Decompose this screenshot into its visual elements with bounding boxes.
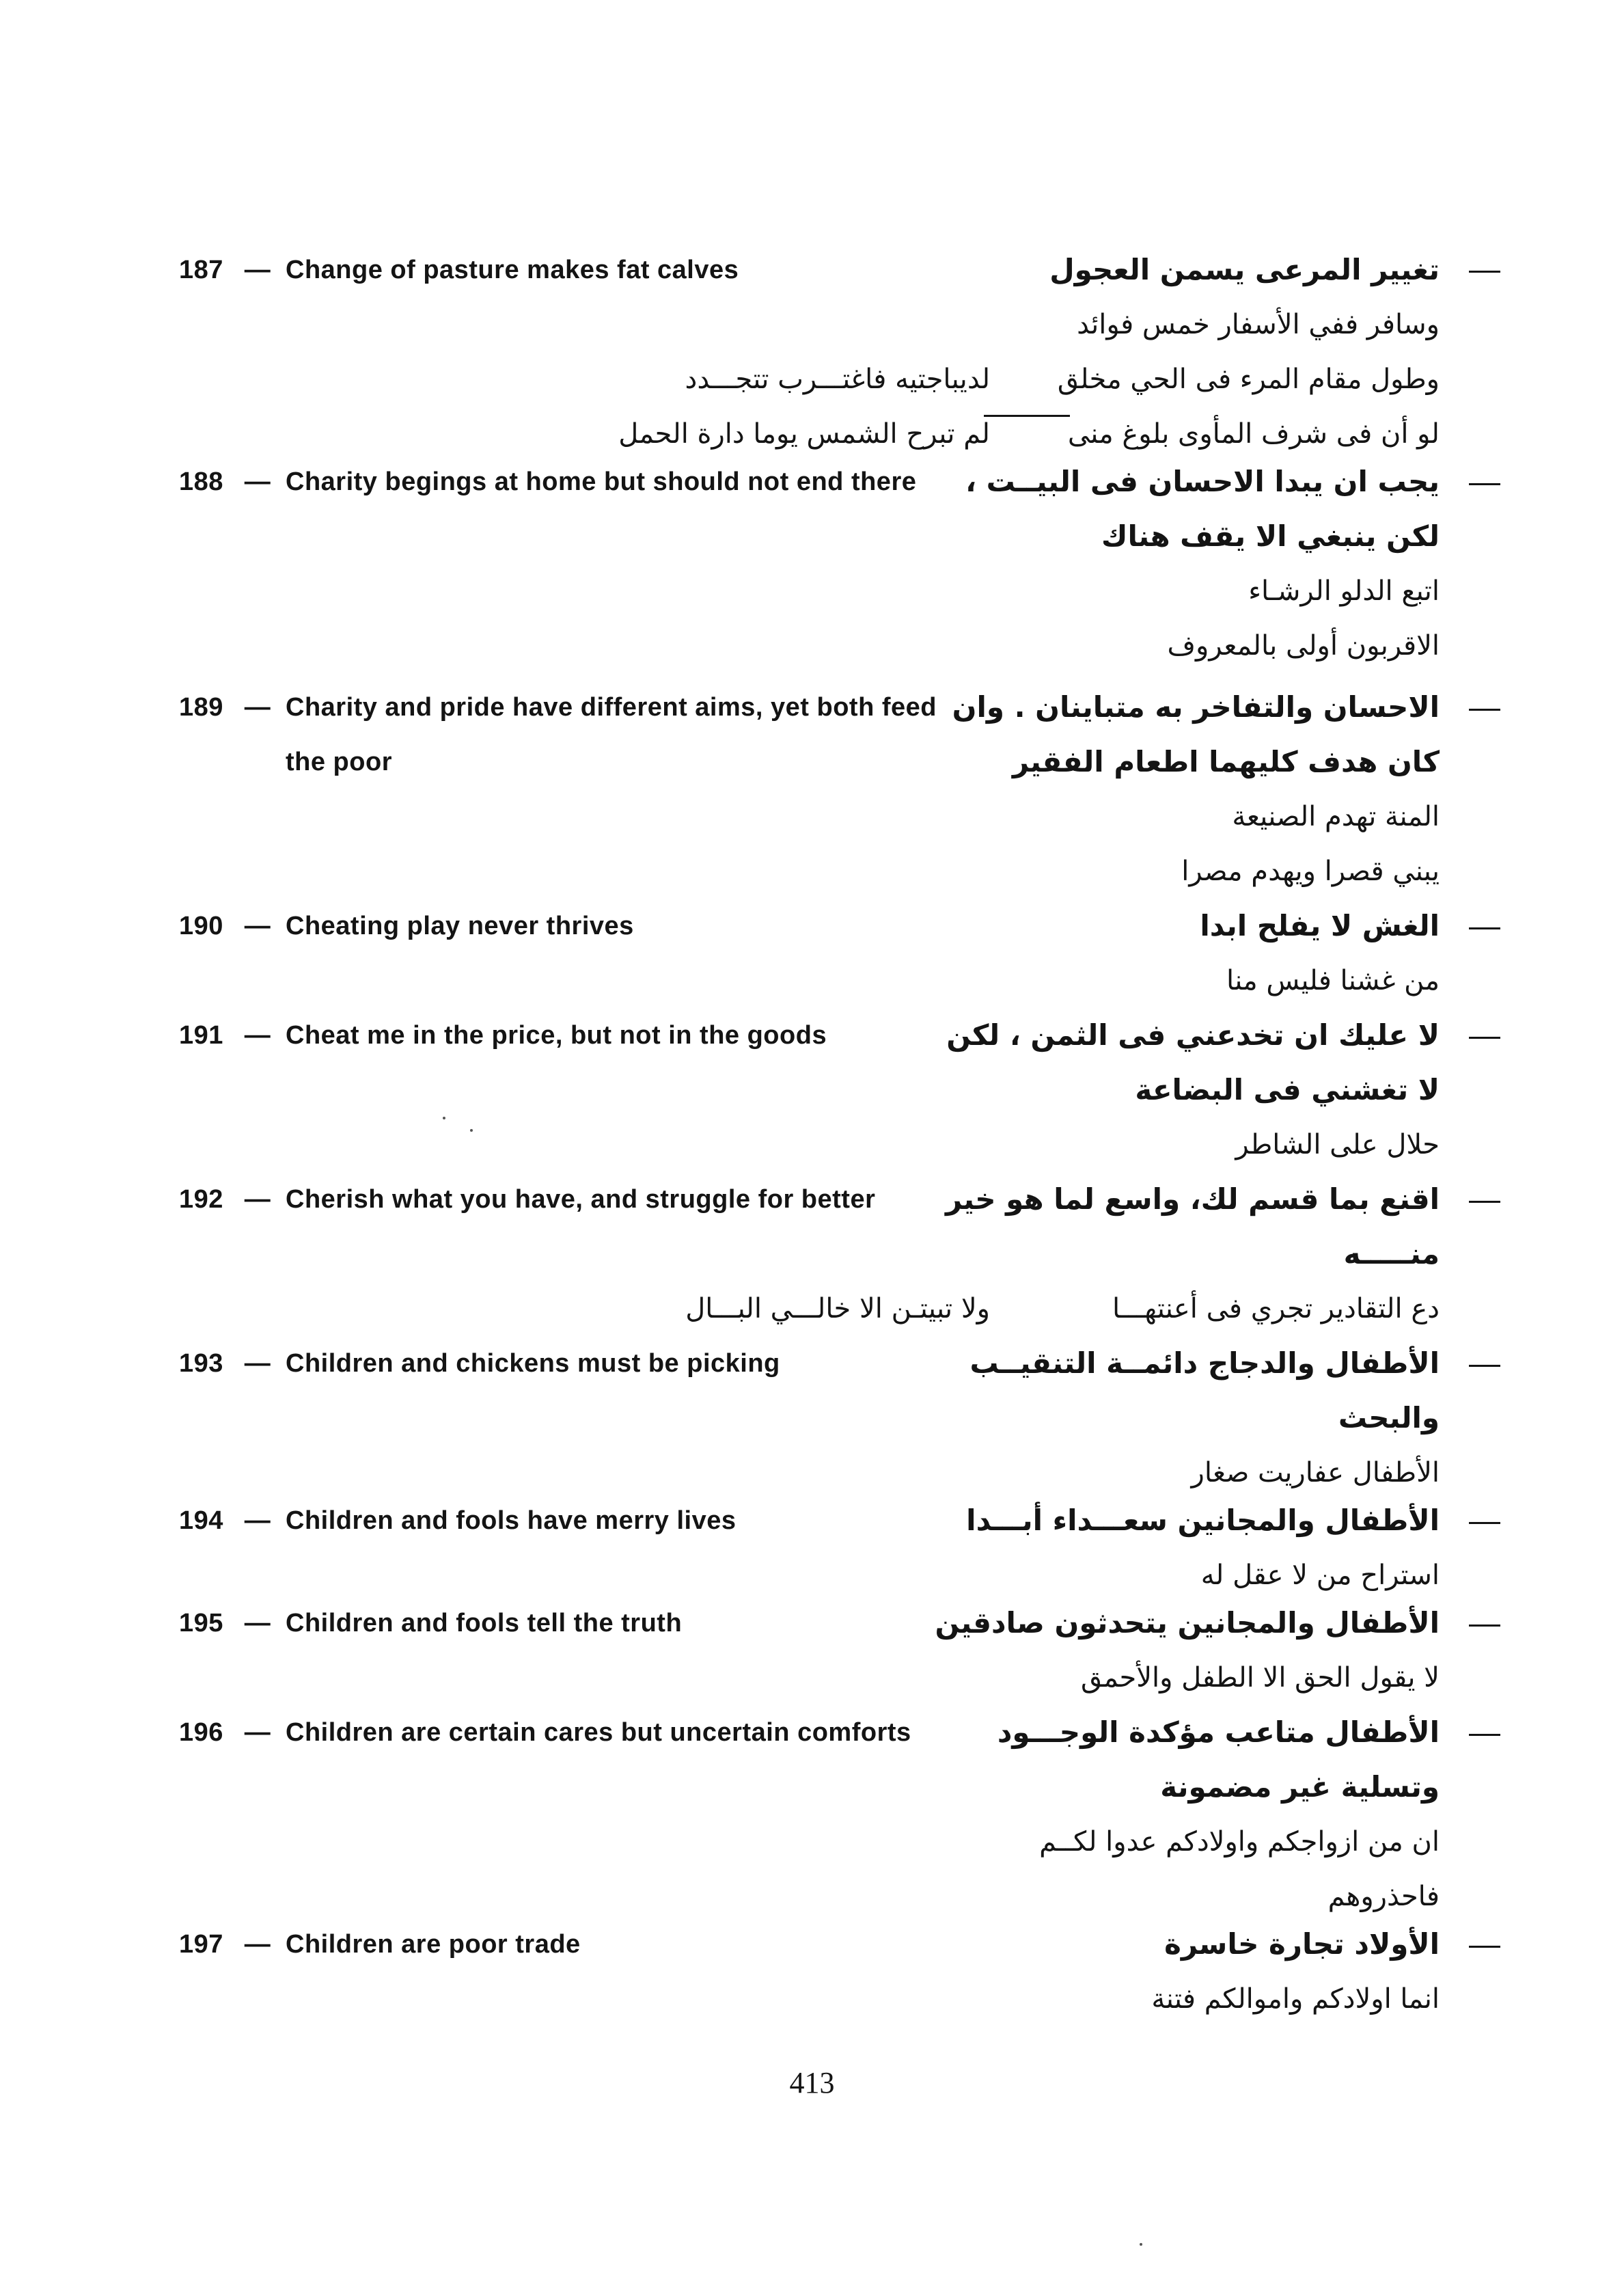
entry-number: 189 — [179, 693, 223, 722]
entry-190-english — [179, 899, 999, 953]
entry-197-english — [179, 1918, 999, 1971]
arabic-entry-dash — [1469, 1365, 1500, 1367]
entry-191-english — [179, 1009, 999, 1062]
entry-dash: — — [244, 256, 271, 284]
entry-188-english — [179, 455, 999, 508]
arabic-note: يبني قصرا ويهدم مصرا — [1181, 856, 1440, 887]
proverb-arabic-cont: وتسلية غير مضمونة — [1160, 1770, 1440, 1804]
entry-number: 193 — [179, 1349, 223, 1378]
proverb-english: Children are poor trade — [286, 1930, 581, 1959]
proverb-arabic: يجب ان يبدا الاحسان فى البيــت ، — [965, 465, 1440, 498]
entry-dash: — — [244, 912, 271, 940]
entry-number: 188 — [179, 467, 223, 496]
arabic-entry-dash — [1469, 1522, 1500, 1524]
arabic-note-col2: ولا تبيتـن الا خالـــي البـــال — [685, 1293, 990, 1324]
entry-number: 192 — [179, 1185, 223, 1214]
entry-number: 187 — [179, 256, 223, 284]
arabic-entry-dash — [1469, 1946, 1500, 1948]
arabic-note: دع التقادير تجري فى أعنتهـــا — [1112, 1293, 1440, 1324]
proverb-arabic: الأطفال متاعب مؤكدة الوجـــود — [997, 1715, 1440, 1749]
entry-195-english — [179, 1596, 999, 1650]
proverb-english: Children and fools have merry lives — [286, 1506, 737, 1535]
arabic-entry-dash — [1469, 927, 1500, 929]
arabic-note: حلال على الشاطر — [1235, 1129, 1440, 1160]
entry-number: 196 — [179, 1718, 223, 1747]
arabic-note: وطول مقام المرء فى الحي مخلق — [1057, 364, 1440, 395]
arabic-entry-dash — [1469, 271, 1500, 273]
entry-dash: — — [244, 693, 271, 722]
entry-dash: — — [244, 1718, 271, 1747]
proverb-english: Cheating play never thrives — [286, 912, 634, 940]
proverb-arabic: اقنع بما قسم لك، واسع لما هو خير — [946, 1182, 1440, 1216]
scan-speck — [443, 1117, 445, 1119]
arabic-note: من غشنا فليس منا — [1226, 965, 1440, 996]
arabic-note: انما اولادكم واموالكم فتنة — [1151, 1983, 1440, 2015]
arabic-note: اتبع الدلو الرشـاء — [1248, 575, 1440, 607]
entry-192-english — [179, 1173, 999, 1226]
proverb-english: Cherish what you have, and struggle for better — [286, 1185, 876, 1214]
proverb-english: Change of pasture makes fat calves — [286, 256, 739, 284]
arabic-note: لا يقول الحق الا الطفل والأحمق — [1081, 1662, 1440, 1694]
proverb-arabic-cont: منـــــه — [1343, 1237, 1440, 1270]
proverb-english: Children and chickens must be picking — [286, 1349, 780, 1378]
arabic-note: استراح من لا عقل له — [1200, 1560, 1440, 1591]
scan-speck — [1140, 2243, 1142, 2246]
verse-rule — [984, 415, 1070, 417]
entry-dash: — — [244, 1021, 271, 1050]
arabic-entry-dash — [1469, 1201, 1500, 1203]
proverb-english: Children and fools tell the truth — [286, 1609, 683, 1637]
proverb-english: Cheat me in the price, but not in the goods — [286, 1021, 827, 1050]
proverb-arabic-cont: والبحث — [1338, 1401, 1440, 1435]
arabic-note: الاقربون أولى بالمعروف — [1167, 630, 1440, 662]
scan-speck — [470, 1129, 473, 1132]
entry-189-english — [179, 681, 999, 734]
entry-194-english — [179, 1494, 999, 1547]
proverb-english-cont: the poor — [286, 748, 392, 776]
proverb-arabic-cont: كان هدف كليهما اطعام الفقير — [1012, 745, 1440, 778]
arabic-note: لو أن فى شرف المأوى بلوغ منى — [1067, 418, 1440, 450]
entry-187-english — [179, 243, 999, 297]
arabic-entry-dash — [1469, 709, 1500, 711]
arabic-entry-dash — [1469, 1734, 1500, 1736]
proverb-arabic: الأطفال والمجانين سعـــداء أبـــدا — [966, 1504, 1440, 1537]
proverb-arabic: تغيير المرعى يسمن العجول — [1049, 253, 1440, 286]
arabic-note: وسافر ففي الأسفار خمس فوائد — [1077, 309, 1440, 340]
arabic-note-col2: لديباجتيه فاغتـــرب تتجـــدد — [685, 364, 990, 395]
proverb-english: Children are certain cares but uncertain comforts — [286, 1718, 911, 1747]
entry-193-english — [179, 1337, 999, 1390]
entry-number: 195 — [179, 1609, 223, 1637]
proverb-arabic: الغش لا يفلح ابدا — [1200, 909, 1440, 942]
proverb-english: Charity and pride have different aims, yet both feed — [286, 693, 937, 722]
proverb-arabic-cont: لا تغشني فى البضاعة — [1135, 1073, 1440, 1106]
entry-dash: — — [244, 1185, 271, 1214]
proverb-arabic: الأولاد تجارة خاسرة — [1164, 1927, 1440, 1961]
proverb-english: Charity begings at home but should not end there — [286, 467, 917, 496]
arabic-entry-dash — [1469, 483, 1500, 485]
entry-dash: — — [244, 1930, 271, 1959]
entry-number: 197 — [179, 1930, 223, 1959]
arabic-note: فاحذروهم — [1327, 1881, 1440, 1912]
proverb-arabic-cont: لكن ينبغي الا يقف هناك — [1101, 519, 1440, 553]
proverb-arabic: الاحسان والتفاخر به متباينان . وان — [952, 690, 1440, 724]
entry-dash: — — [244, 1506, 271, 1535]
entry-196-english — [179, 1706, 999, 1759]
entry-number: 191 — [179, 1021, 223, 1050]
entry-number: 190 — [179, 912, 223, 940]
proverb-arabic: الأطفال والدجاج دائمــة التنقيــب — [969, 1346, 1440, 1380]
arabic-note: ان من ازواجكم واولادكم عدوا لكــم — [1039, 1826, 1440, 1858]
arabic-entry-dash — [1469, 1037, 1500, 1039]
entry-dash: — — [244, 1349, 271, 1378]
arabic-note: المنة تهدم الصنيعة — [1232, 801, 1440, 832]
entry-dash: — — [244, 467, 271, 496]
arabic-note-col2: لم تبرح الشمس يوما دارة الحمل — [618, 418, 990, 450]
proverb-arabic: الأطفال والمجانين يتحدثون صادقين — [935, 1606, 1440, 1640]
page-number: 413 — [789, 2066, 835, 2099]
entry-dash: — — [244, 1609, 271, 1637]
arabic-entry-dash — [1469, 1624, 1500, 1627]
entry-number: 194 — [179, 1506, 223, 1535]
arabic-note: الأطفال عفاريت صغار — [1191, 1457, 1440, 1488]
proverb-arabic: لا عليك ان تخدعني فى الثمن ، لكن — [946, 1018, 1440, 1052]
